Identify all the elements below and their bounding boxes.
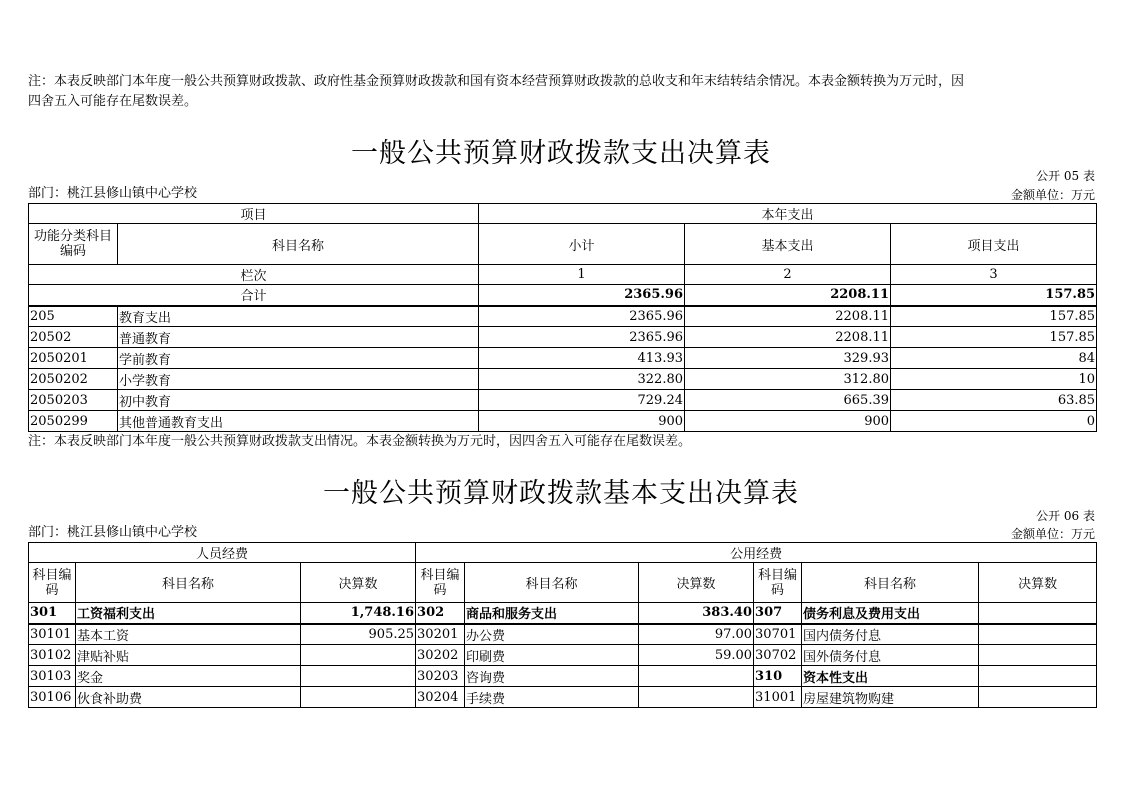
table-row bbox=[29, 645, 1097, 666]
row-code-2: 30204 bbox=[416, 687, 465, 708]
t05-col-n2: 2 bbox=[685, 265, 891, 285]
table05-note: 注：本表反映部门本年度一般公共预算财政拨款支出情况。本表金额转换为万元时，因四舍五入可能存在尾数误差。 bbox=[28, 434, 692, 449]
row-project: 157.85 bbox=[891, 327, 1097, 348]
row-name: 其他普通教育支出 bbox=[118, 411, 479, 432]
row-name: 学前教育 bbox=[118, 348, 479, 369]
t05-total-project: 157.85 bbox=[891, 285, 1097, 306]
row-code: 2050202 bbox=[29, 369, 118, 390]
row-amount-1: 1,748.16 bbox=[301, 603, 416, 624]
row-name-1: 津贴补贴 bbox=[76, 645, 301, 666]
row-code-1: 30103 bbox=[29, 666, 76, 687]
table-row bbox=[29, 348, 1097, 369]
row-amount-3 bbox=[979, 687, 1097, 708]
row-name: 初中教育 bbox=[118, 390, 479, 411]
row-code-3: 310 bbox=[754, 666, 802, 687]
t06-col-amount-3: 决算数 bbox=[979, 563, 1097, 603]
table06 bbox=[28, 542, 1097, 708]
row-amount-2 bbox=[639, 687, 754, 708]
t05-total-subtotal: 2365.96 bbox=[479, 285, 685, 306]
row-code-2: 30202 bbox=[416, 645, 465, 666]
row-code-2: 30201 bbox=[416, 624, 465, 645]
row-name-1: 基本工资 bbox=[76, 624, 301, 645]
row-code-1: 30102 bbox=[29, 645, 76, 666]
table-row bbox=[29, 411, 1097, 432]
row-name-2: 办公费 bbox=[465, 624, 639, 645]
table-row bbox=[29, 687, 1097, 708]
t05-col-project: 项目支出 bbox=[891, 224, 1097, 265]
t05-row-label: 栏次 bbox=[29, 265, 479, 285]
t06-col-code-1: 科目编码 bbox=[29, 563, 76, 603]
t06-col-code-3: 科目编码 bbox=[754, 563, 802, 603]
row-amount-1 bbox=[301, 645, 416, 666]
table-row bbox=[29, 327, 1097, 348]
row-name: 教育支出 bbox=[118, 306, 479, 327]
row-code: 2050201 bbox=[29, 348, 118, 369]
row-basic: 329.93 bbox=[685, 348, 891, 369]
row-subtotal: 2365.96 bbox=[479, 327, 685, 348]
row-code-3: 31001 bbox=[754, 687, 802, 708]
row-amount-2: 383.40 bbox=[639, 603, 754, 624]
row-name-1: 伙食补助费 bbox=[76, 687, 301, 708]
table-row bbox=[29, 666, 1097, 687]
row-name-3: 债务利息及费用支出 bbox=[802, 603, 979, 624]
t06-col-code-2: 科目编码 bbox=[416, 563, 465, 603]
top-note bbox=[28, 72, 1108, 112]
t05-total-row bbox=[29, 285, 1097, 306]
row-basic: 900 bbox=[685, 411, 891, 432]
table05-unit: 金额单位：万元 bbox=[1010, 188, 1095, 202]
t05-col-basic: 基本支出 bbox=[685, 224, 891, 265]
row-amount-1: 905.25 bbox=[301, 624, 416, 645]
row-code: 20502 bbox=[29, 327, 118, 348]
row-name-1: 奖金 bbox=[76, 666, 301, 687]
row-basic: 2208.11 bbox=[685, 327, 891, 348]
row-basic: 2208.11 bbox=[685, 306, 891, 327]
row-name-3: 国内债务付息 bbox=[802, 624, 979, 645]
table05-form-no: 公开 05 表 bbox=[1036, 169, 1095, 183]
t05-total-label: 合计 bbox=[29, 285, 479, 306]
row-code-3: 30701 bbox=[754, 624, 802, 645]
row-amount-2 bbox=[639, 666, 754, 687]
t06-head-personnel: 人员经费 bbox=[29, 543, 416, 563]
t06-col-name-3: 科目名称 bbox=[802, 563, 979, 603]
t05-col-subtotal: 小计 bbox=[479, 224, 685, 265]
row-code-2: 30203 bbox=[416, 666, 465, 687]
row-subtotal: 729.24 bbox=[479, 390, 685, 411]
row-name-1: 工资福利支出 bbox=[76, 603, 301, 624]
table-row bbox=[29, 603, 1097, 624]
table-row bbox=[29, 390, 1097, 411]
row-code: 205 bbox=[29, 306, 118, 327]
t05-head-item: 项目 bbox=[29, 204, 479, 224]
table06-form-no: 公开 06 表 bbox=[1036, 509, 1095, 523]
row-name-3: 房屋建筑物购建 bbox=[802, 687, 979, 708]
table-row bbox=[29, 306, 1097, 327]
row-code-2: 302 bbox=[416, 603, 465, 624]
row-amount-3 bbox=[979, 645, 1097, 666]
row-subtotal: 322.80 bbox=[479, 369, 685, 390]
t05-col-code: 功能分类科目编码 bbox=[29, 224, 118, 265]
row-name-2: 商品和服务支出 bbox=[465, 603, 639, 624]
row-name-2: 手续费 bbox=[465, 687, 639, 708]
row-subtotal: 2365.96 bbox=[479, 306, 685, 327]
row-name-3: 资本性支出 bbox=[802, 666, 979, 687]
row-project: 0 bbox=[891, 411, 1097, 432]
row-subtotal: 413.93 bbox=[479, 348, 685, 369]
row-basic: 665.39 bbox=[685, 390, 891, 411]
t05-total-basic: 2208.11 bbox=[685, 285, 891, 306]
row-project: 157.85 bbox=[891, 306, 1097, 327]
row-amount-3 bbox=[979, 603, 1097, 624]
t06-col-amount-2: 决算数 bbox=[639, 563, 754, 603]
row-amount-2: 97.00 bbox=[639, 624, 754, 645]
row-basic: 312.80 bbox=[685, 369, 891, 390]
table05-title: 一般公共预算财政拨款支出决算表 bbox=[351, 138, 771, 169]
row-name-3: 国外债务付息 bbox=[802, 645, 979, 666]
row-code: 2050203 bbox=[29, 390, 118, 411]
row-project: 63.85 bbox=[891, 390, 1097, 411]
t05-col-name: 科目名称 bbox=[118, 224, 479, 265]
row-name: 小学教育 bbox=[118, 369, 479, 390]
table-row bbox=[29, 369, 1097, 390]
row-amount-3 bbox=[979, 666, 1097, 687]
row-name: 普通教育 bbox=[118, 327, 479, 348]
top-note-line2: 四舍五入可能存在尾数误差。 bbox=[28, 94, 198, 109]
t06-head-public: 公用经费 bbox=[416, 543, 1097, 563]
table05-dept: 部门：桃江县修山镇中心学校 bbox=[28, 186, 198, 201]
top-note-line1: 注：本表反映部门本年度一般公共预算财政拨款、政府性基金预算财政拨款和国有资本经营预算财政拨款的总收支和年末结转结余情况。本表金额转换为万元时，因 bbox=[28, 74, 965, 89]
row-subtotal: 900 bbox=[479, 411, 685, 432]
t05-head-year: 本年支出 bbox=[479, 204, 1097, 224]
t05-col-n3: 3 bbox=[891, 265, 1097, 285]
table06-dept: 部门：桃江县修山镇中心学校 bbox=[28, 525, 198, 540]
row-project: 84 bbox=[891, 348, 1097, 369]
row-project: 10 bbox=[891, 369, 1097, 390]
row-amount-2: 59.00 bbox=[639, 645, 754, 666]
table05 bbox=[28, 203, 1097, 432]
row-name-2: 咨询费 bbox=[465, 666, 639, 687]
row-name-2: 印刷费 bbox=[465, 645, 639, 666]
t06-col-name-1: 科目名称 bbox=[76, 563, 301, 603]
t05-col-n1: 1 bbox=[479, 265, 685, 285]
row-code-1: 30101 bbox=[29, 624, 76, 645]
table06-unit: 金额单位：万元 bbox=[1010, 527, 1095, 541]
table06-title: 一般公共预算财政拨款基本支出决算表 bbox=[323, 478, 799, 509]
t06-col-name-2: 科目名称 bbox=[465, 563, 639, 603]
row-code-1: 301 bbox=[29, 603, 76, 624]
row-amount-1 bbox=[301, 666, 416, 687]
row-code-3: 30702 bbox=[754, 645, 802, 666]
row-amount-1 bbox=[301, 687, 416, 708]
t06-col-amount-1: 决算数 bbox=[301, 563, 416, 603]
row-code-1: 30106 bbox=[29, 687, 76, 708]
row-amount-3 bbox=[979, 624, 1097, 645]
row-code-3: 307 bbox=[754, 603, 802, 624]
row-code: 2050299 bbox=[29, 411, 118, 432]
table-row bbox=[29, 624, 1097, 645]
